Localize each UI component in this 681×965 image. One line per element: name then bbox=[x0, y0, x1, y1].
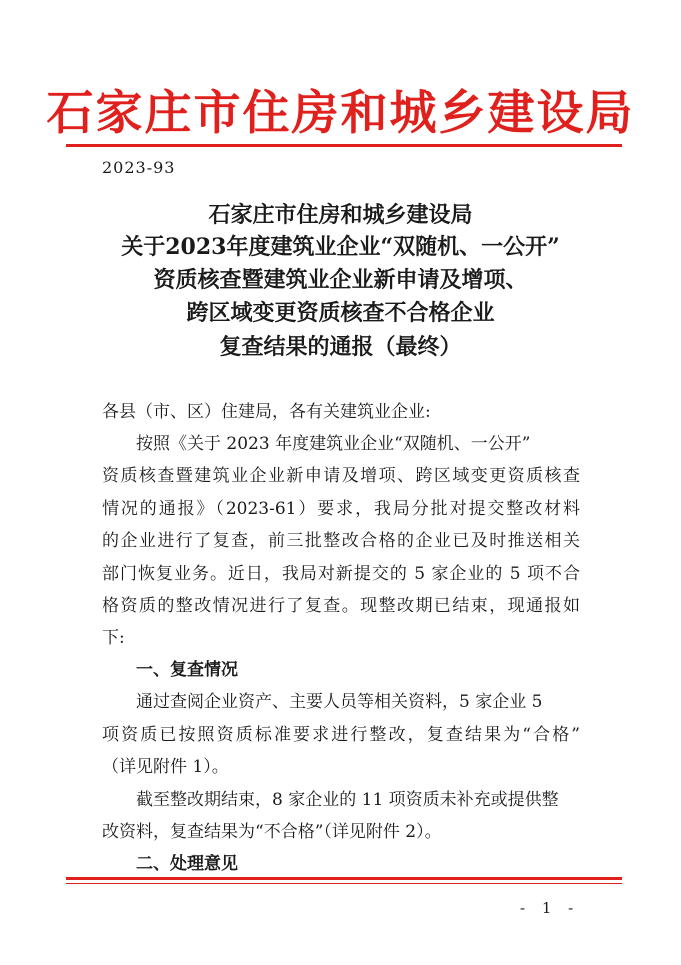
paragraph-line: 的企业进行了复查，前三批整改合格的企业已及时推送相关 bbox=[102, 531, 580, 551]
salutation: 各县（市、区）住建局，各有关建筑业企业: bbox=[102, 402, 431, 422]
paragraph-line: （详见附件 1）。 bbox=[102, 757, 229, 777]
paragraph-line: 下: bbox=[102, 628, 125, 648]
paragraph-line: 截至整改期结束，8 家企业的 11 项资质未补充或提供整 bbox=[136, 790, 559, 810]
paragraph-line: 格资质的整改情况进行了复查。现整改期已结束，现通报如 bbox=[102, 596, 580, 616]
paragraph-line: 项资质已按照资质标准要求进行整改，复查结果为“合格” bbox=[102, 725, 580, 745]
paragraph-line: 资质核查暨建筑业企业新申请及增项、跨区域变更资质核查 bbox=[102, 466, 580, 486]
title-line: 石家庄市住房和城乡建设局 bbox=[208, 202, 473, 228]
paragraph-line: 情况的通报》（2023-61）要求，我局分批对提交整改材料 bbox=[102, 499, 580, 519]
letterhead-red-rule bbox=[66, 144, 622, 147]
title-line: 跨区域变更资质核查不合格企业 bbox=[186, 300, 495, 326]
footer-red-rule-thick bbox=[66, 877, 622, 880]
title-line: 复查结果的通报（最终） bbox=[219, 334, 462, 360]
footer-red-rule-thin bbox=[66, 883, 622, 884]
paragraph-line: 通过查阅企业资产、主要人员等相关资料，5 家企业 5 bbox=[136, 692, 543, 712]
page-number: - 1 - bbox=[520, 899, 580, 917]
section-heading: 二、处理意见 bbox=[136, 854, 238, 874]
paragraph-line: 改资料，复查结果为“不合格”（详见附件 2）。 bbox=[102, 822, 442, 842]
title-line: 关于2023年度建筑业企业“双随机、一公开” bbox=[121, 234, 560, 260]
section-heading: 一、复查情况 bbox=[136, 660, 238, 680]
paragraph-line: 部门恢复业务。近日，我局对新提交的 5 家企业的 5 项不合 bbox=[102, 564, 580, 584]
letterhead-title: 石家庄市住房和城乡建设局 bbox=[46, 86, 635, 141]
paragraph-line: 按照《关于 2023 年度建筑业企业“双随机、一公开” bbox=[136, 434, 531, 454]
document-number: 2023-93 bbox=[102, 158, 176, 177]
title-line: 资质核查暨建筑业企业新申请及增项、 bbox=[153, 267, 528, 293]
